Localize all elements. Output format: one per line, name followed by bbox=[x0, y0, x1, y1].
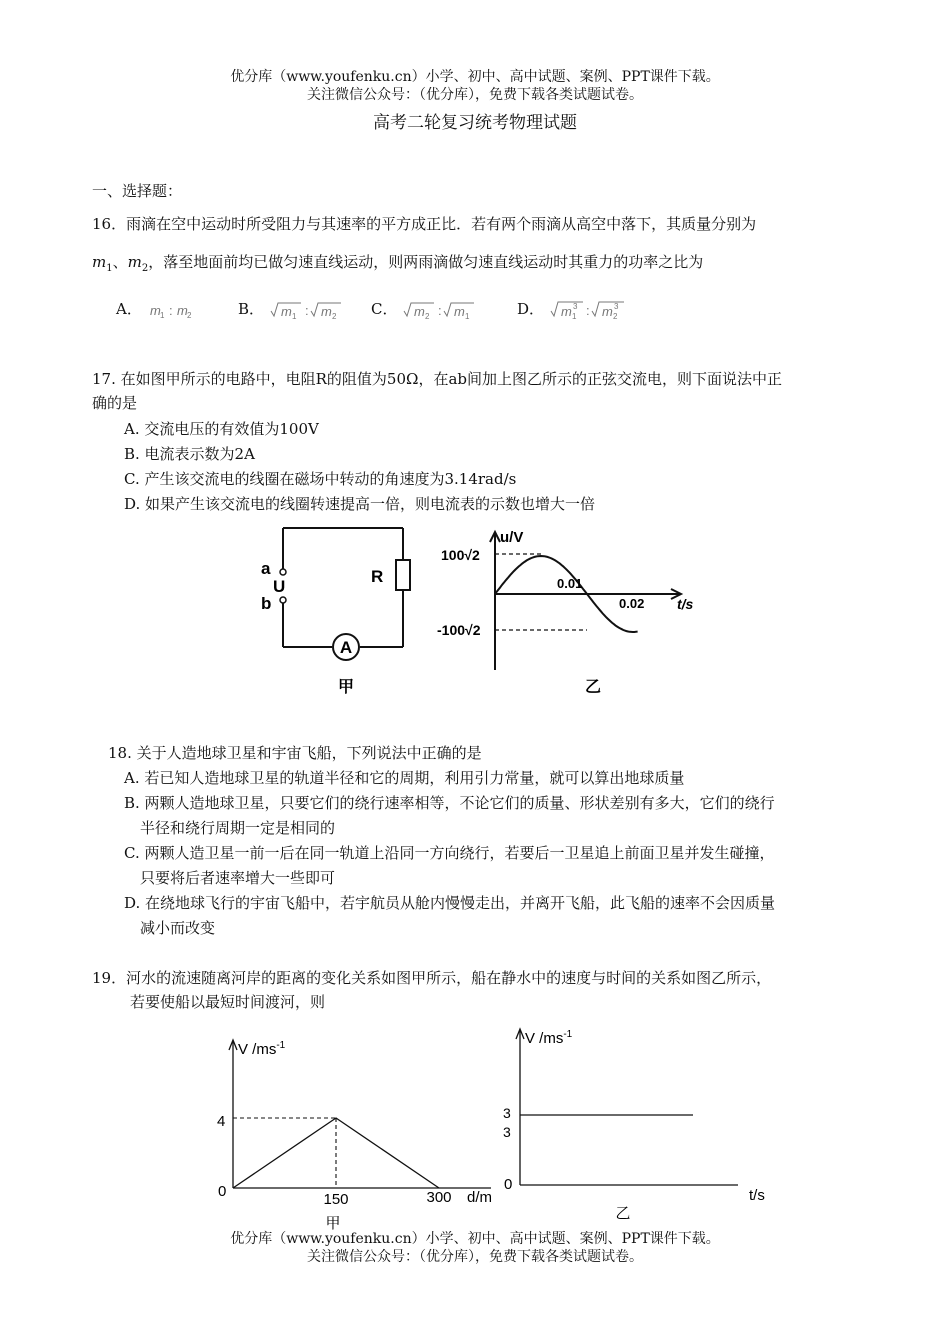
q16-sub2: 2 bbox=[141, 263, 149, 274]
svg-text:m: m bbox=[280, 304, 292, 319]
svg-text:m: m bbox=[601, 304, 613, 319]
terminal-a-icon bbox=[280, 569, 286, 575]
q17-voltage-graph bbox=[435, 520, 710, 700]
section-heading: 一、选择题： bbox=[92, 182, 183, 200]
g1-y-label: V $/ms^{-1}$ bbox=[238, 1040, 286, 1058]
svg-text:m: m bbox=[149, 303, 161, 318]
q16-option-c-label: C． bbox=[371, 300, 398, 318]
q18-stem: 18. 关于人造地球卫星和宇宙飞船，下列说法中正确的是 bbox=[108, 744, 482, 762]
q16-option-b-label: B． bbox=[238, 300, 265, 318]
svg-text:m: m bbox=[560, 304, 572, 319]
voltage-u-label: U bbox=[273, 577, 286, 596]
graph-tick-t1: 0.01 bbox=[557, 576, 583, 591]
svg-text:3: 3 bbox=[572, 302, 578, 311]
header-line-1: 优分库（www.youfenku.cn）小学、初中、高中试题、案例、PPT课件下载。 bbox=[230, 69, 720, 85]
q19-stem-line1: 19．河水的流速随离河岸的距离的变化关系如图甲所示，船在静水中的速度与时间的关系如图乙所示， bbox=[92, 969, 772, 987]
svg-text:m: m bbox=[320, 304, 332, 319]
q16-option-b[interactable] bbox=[238, 298, 349, 321]
q16-sub1: 1 bbox=[106, 263, 113, 274]
q16-option-d-formula-icon bbox=[549, 298, 631, 322]
q16-option-b-formula-icon bbox=[269, 299, 349, 321]
svg-text:1: 1 bbox=[291, 312, 297, 321]
graph-y-label: u/V bbox=[500, 529, 524, 546]
q16-m1: m bbox=[92, 253, 107, 271]
q17-circuit-diagram bbox=[250, 520, 430, 700]
header-line-2: 关注微信公众号：（优分库），免费下载各类试题试卷。 bbox=[307, 87, 643, 103]
q18-option-b-line2: 半径和绕行周期一定是相同的 bbox=[140, 819, 336, 837]
svg-text:3: 3 bbox=[613, 302, 619, 311]
q19-river-speed-graph bbox=[205, 1030, 505, 1235]
q17-option-a[interactable]: A. 交流电压的有效值为100V bbox=[124, 420, 319, 438]
terminal-a-label: a bbox=[261, 559, 271, 578]
q16-stem-line1: 16．雨滴在空中运动时所受阻力与其速率的平方成正比．若有两个雨滴从高空中落下，其质量分别为 bbox=[92, 215, 757, 233]
footer-line-1: 优分库（www.youfenku.cn）小学、初中、高中试题、案例、PPT课件下载。 bbox=[230, 1231, 720, 1247]
g1-x-label: d/m bbox=[467, 1189, 493, 1206]
svg-text:m: m bbox=[176, 303, 188, 318]
q17-option-c[interactable]: C. 产生该交流电的线圈在磁场中转动的角速度为3.14rad/s bbox=[124, 470, 517, 488]
q17-stem-line2: 确的是 bbox=[92, 394, 138, 412]
q18-option-d-line2: 减小而改变 bbox=[140, 919, 216, 937]
graph-x-label: t/s bbox=[677, 596, 694, 612]
q16-sep: 、 bbox=[112, 253, 128, 271]
g1-y-tick-4: 4 bbox=[217, 1113, 226, 1130]
page-title: 高考二轮复习统考物理试题 bbox=[373, 113, 577, 133]
svg-text::: : bbox=[438, 303, 442, 318]
q16-stem-line2 bbox=[92, 251, 703, 280]
svg-text:1: 1 bbox=[159, 311, 165, 320]
q16-option-c[interactable] bbox=[371, 298, 482, 321]
g1-origin: 0 bbox=[218, 1183, 227, 1200]
svg-text:2: 2 bbox=[612, 312, 618, 321]
q18-option-b-line1[interactable]: B. 两颗人造地球卫星，只要它们的绕行速率相等，不论它们的质量、形状差别有多大，它们的绕行 bbox=[124, 794, 775, 812]
svg-text:2: 2 bbox=[425, 312, 430, 321]
g2-y-tick-bottom: 3 bbox=[503, 1124, 511, 1140]
q16-option-d[interactable] bbox=[517, 298, 631, 322]
q16-option-a[interactable] bbox=[116, 298, 207, 320]
q17-option-d[interactable]: D. 如果产生该交流电的线圈转速提高一倍，则电流表的示数也增大一倍 bbox=[124, 495, 596, 513]
ammeter-label: A bbox=[339, 638, 353, 657]
q16-m2: m bbox=[127, 253, 142, 271]
svg-text:2: 2 bbox=[186, 311, 192, 320]
q16-option-a-label: A． bbox=[116, 300, 142, 318]
g2-x-label: t/s bbox=[749, 1187, 765, 1204]
circuit-caption: 甲 bbox=[337, 679, 355, 696]
q16-option-d-label: D． bbox=[517, 300, 545, 318]
q19-stem-line2: 若要使船以最短时间渡河，则 bbox=[130, 993, 326, 1011]
g1-x-tick-150: 150 bbox=[323, 1191, 349, 1208]
svg-text:1: 1 bbox=[571, 312, 577, 321]
terminal-b-label: b bbox=[261, 594, 272, 613]
graph-caption: 乙 bbox=[584, 679, 602, 696]
g1-caption: 甲 bbox=[325, 1215, 341, 1232]
svg-text:m: m bbox=[414, 304, 426, 319]
g2-y-label: V $/ms^{-1}$ bbox=[525, 1029, 573, 1047]
svg-text:2: 2 bbox=[331, 312, 337, 321]
graph-tick-t2: 0.02 bbox=[619, 596, 645, 611]
q17-stem-line1: 17. 在如图甲所示的电路中，电阻R的阻值为50Ω，在ab间加上图乙所示的正弦交流电，则下面说法中正 bbox=[92, 370, 782, 388]
graph-y-max: 100√2 bbox=[441, 547, 480, 563]
svg-text:1: 1 bbox=[465, 312, 470, 321]
terminal-b-icon bbox=[280, 597, 286, 603]
svg-text::: : bbox=[304, 303, 309, 318]
q19-boat-speed-graph bbox=[495, 1025, 775, 1225]
q18-option-c-line2: 只要将后者速率增大一些即可 bbox=[140, 869, 336, 887]
g1-x-tick-300: 300 bbox=[426, 1189, 452, 1206]
svg-text::: : bbox=[168, 303, 173, 318]
q16-line2-rest: ，落至地面前均已做匀速直线运动，则两雨滴做匀速直线运动时其重力的功率之比为 bbox=[148, 253, 704, 271]
g2-caption: 乙 bbox=[615, 1205, 631, 1222]
q17-option-b[interactable]: B. 电流表示数为2A bbox=[124, 445, 255, 463]
graph-y-min: -100√2 bbox=[437, 622, 481, 638]
footer-line-2: 关注微信公众号：（优分库），免费下载各类试题试卷。 bbox=[307, 1249, 643, 1265]
q18-option-d-line1[interactable]: D. 在绕地球飞行的宇宙飞船中，若宇航员从舱内慢慢走出，并离开飞船，此飞船的速率不会因质量 bbox=[124, 894, 776, 912]
resistor-r-label: R bbox=[371, 567, 384, 586]
q18-option-a[interactable]: A. 若已知人造地球卫星的轨道半径和它的周期，利用引力常量，就可以算出地球质量 bbox=[124, 769, 685, 787]
g2-y-tick-top: 3 bbox=[503, 1105, 511, 1121]
g2-origin: 0 bbox=[504, 1176, 513, 1193]
q16-option-c-formula-icon bbox=[402, 299, 482, 321]
svg-text:m: m bbox=[454, 304, 466, 319]
q16-option-a-formula-icon bbox=[147, 300, 207, 320]
q18-option-c-line1[interactable]: C. 两颗人造卫星一前一后在同一轨道上沿同一方向绕行，若要后一卫星追上前面卫星并发生碰撞， bbox=[124, 844, 775, 862]
svg-text::: : bbox=[585, 303, 590, 318]
